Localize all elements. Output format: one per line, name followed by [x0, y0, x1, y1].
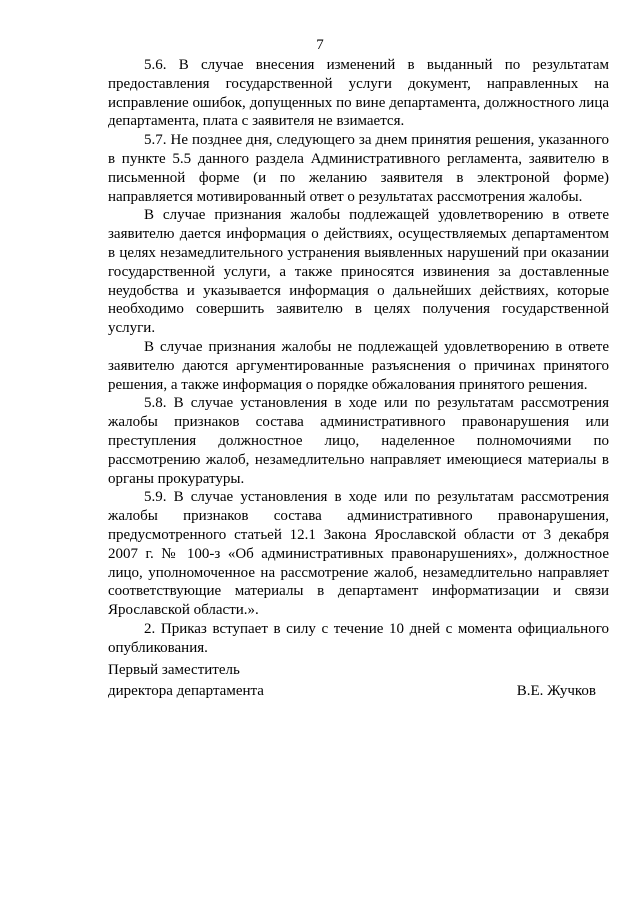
paragraph-5-6: 5.6. В случае внесения изменений в выданный по результатам предоставления государственной услуги документ, направленных на исправление ошибок, допущенных по вине департамента, должностного лица департамента, плата с заявителя не взимается. — [108, 57, 609, 130]
paragraph-5-8: 5.8. В случае установления в ходе или по результатам рассмотрения жалобы признаков состава административного правонарушения или преступления должностное лицо, наделенное полномочиями по рассмотрению жалоб, незамедлительно направляет имеющиеся материалы в органы прокуратуры. — [108, 395, 609, 487]
signature-block — [108, 660, 608, 702]
signatory-position-line-2: директора департамента — [108, 683, 264, 699]
paragraph-5-9: 5.9. В случае установления в ходе или по результатам рассмотрения жалобы признаков состава административного правонарушения, предусмотренного статьей 12.1 Закона Ярославской области от 3 декабря 2007 г. № 100-з «Об административных правонарушениях», должностное лицо, уполномоченное на рассмотрение жалоб, незамедлительно направляет соответствующие материалы в департамент информатизации и связи Ярославской области.». — [108, 489, 609, 619]
signatory-name: В.Е. Жучков — [516, 683, 596, 699]
paragraph-5-7: 5.7. Не позднее дня, следующего за днем принятия решения, указанного в пункте 5.5 данного раздела Административного регламента, заявителю в письменной форме (и по желанию заявителя в электроной форме) направляется мотивированный ответ о результатах рассмотрения жалобы. — [108, 132, 609, 205]
document-body — [108, 56, 609, 658]
paragraph-order-effective: 2. Приказ вступает в силу с течение 10 дней с момента официального опубликования. — [108, 620, 609, 656]
signatory-position-line-1: Первый заместитель — [108, 662, 240, 678]
paragraph-complaint-satisfied: В случае признания жалобы подлежащей удовлетворению в ответе заявителю дается информация о действиях, осуществляемых департаментом в целях незамедлительного устранения выявленных нарушений при оказании государственной услуги, а также приносятся извинения за доставленные неудобства и указывается информация о дальнейших действиях, которые необходимо совершить заявителю в целях получения государственной услуги. — [108, 207, 609, 337]
page-number: 7 — [316, 37, 324, 53]
paragraph-complaint-rejected: В случае признания жалобы не подлежащей удовлетворению в ответе заявителю даются аргументированные разъяснения о причинах принятого решения, а также информация о порядке обжалования принятого решения. — [108, 338, 609, 393]
